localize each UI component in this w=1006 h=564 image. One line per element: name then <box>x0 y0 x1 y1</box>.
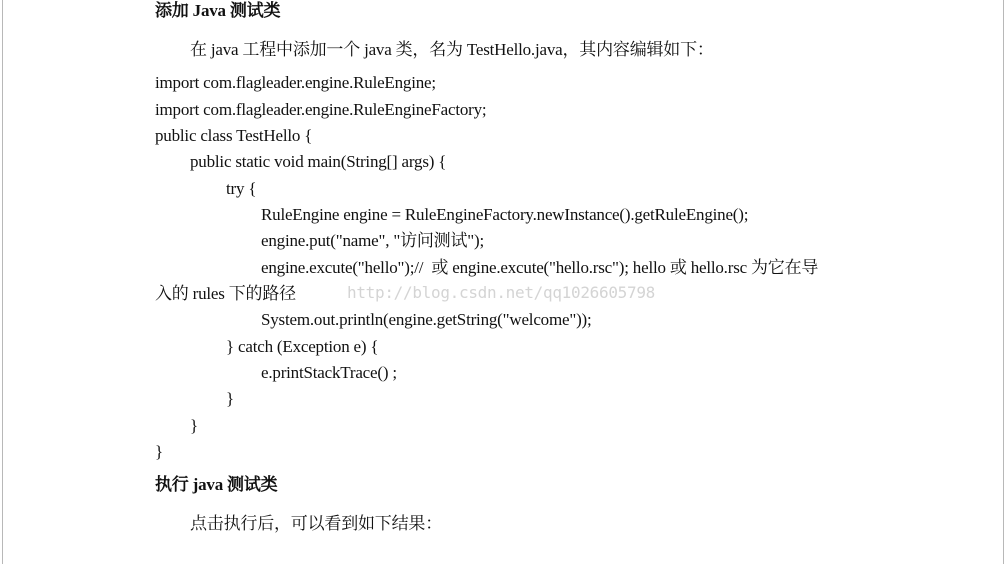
code-line: import com.flagleader.engine.RuleEngine; <box>155 73 436 92</box>
code-line: public class TestHello { <box>155 126 313 145</box>
code-line: public static void main(String[] args) { <box>190 152 447 171</box>
csdn-watermark: http://blog.csdn.net/qq1026605798 <box>347 283 655 302</box>
code-line: } <box>190 416 198 435</box>
code-line: } catch (Exception e) { <box>226 337 379 356</box>
page-left-border <box>2 0 3 564</box>
intro-paragraph: 在 java 工程中添加一个 java 类，名为 TestHello.java，其内容编辑如下： <box>190 40 714 59</box>
code-line: engine.put("name", "访问测试"); <box>261 231 485 250</box>
code-line: System.out.println(engine.getString("welcome")); <box>261 310 592 329</box>
result-paragraph: 点击执行后，可以看到如下结果： <box>190 514 442 533</box>
code-line: engine.excute("hello");// 或 engine.excute("hello.rsc"); hello 或 hello.rsc 为它在导 <box>261 258 819 277</box>
code-line: } <box>155 442 163 461</box>
section-heading-run-java-class: 执行 java 测试类 <box>155 475 278 494</box>
code-line: import com.flagleader.engine.RuleEngineFactory; <box>155 100 487 119</box>
code-line: } <box>226 389 234 408</box>
code-line: e.printStackTrace() ; <box>261 363 397 382</box>
page-right-border <box>1003 0 1004 564</box>
code-line: RuleEngine engine = RuleEngineFactory.newInstance().getRuleEngine(); <box>261 205 749 224</box>
section-heading-add-java-class: 添加 Java 测试类 <box>155 1 281 20</box>
code-line: try { <box>226 179 257 198</box>
code-line: 入的 rules 下的路径 <box>155 284 296 303</box>
